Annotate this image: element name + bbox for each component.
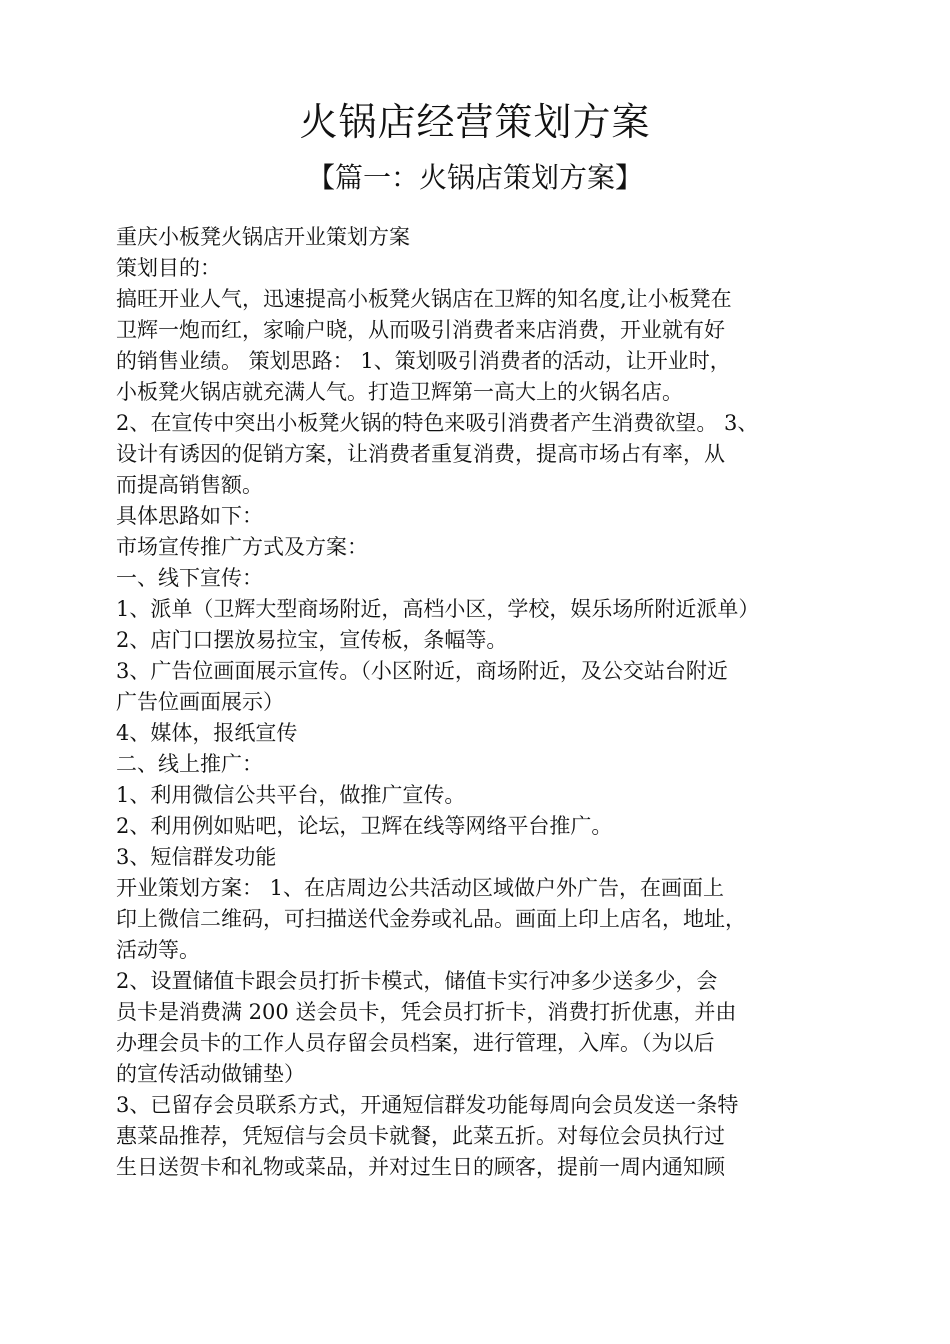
body-line: 生日送贺卡和礼物或菜品，并对过生日的顾客，提前一周内通知顾 xyxy=(116,1155,725,1179)
body-line: 办理会员卡的工作人员存留会员档案，进行管理，入库。（为以后 xyxy=(116,1031,715,1055)
document-title: 火锅店经营策划方案 xyxy=(299,100,651,144)
body-line: 2、店门口摆放易拉宝，宣传板，条幅等。 xyxy=(116,628,508,652)
body-line: 3、广告位画面展示宣传。（小区附近，商场附近，及公交站台附近 xyxy=(116,659,728,683)
body-line: 的宣传活动做铺垫） xyxy=(116,1062,305,1086)
body-line: 一、线下宣传： xyxy=(116,566,263,590)
document-body xyxy=(116,222,856,1183)
body-line: 搞旺开业人气，迅速提高小板凳火锅店在卫辉的知名度,让小板凳在 xyxy=(116,287,732,311)
body-line: 惠菜品推荐，凭短信与会员卡就餐，此菜五折。对每位会员执行过 xyxy=(116,1124,725,1148)
body-line: 小板凳火锅店就充满人气。打造卫辉第一高大上的火锅名店。 xyxy=(116,380,683,404)
body-line: 二、线上推广： xyxy=(116,752,263,776)
body-line: 3、短信群发功能 xyxy=(116,845,277,869)
body-line: 1、利用微信公共平台，做推广宣传。 xyxy=(116,783,466,807)
body-line: 卫辉一炮而红，家喻户晓，从而吸引消费者来店消费，开业就有好 xyxy=(116,318,725,342)
body-line: 3、已留存会员联系方式，开通短信群发功能每周向会员发送一条特 xyxy=(116,1093,739,1117)
body-line: 设计有诱因的促销方案，让消费者重复消费，提高市场占有率，从 xyxy=(116,442,725,466)
body-line: 重庆小板凳火锅店开业策划方案 xyxy=(116,225,410,249)
body-line: 印上微信二维码，可扫描送代金券或礼品。画面上印上店名，地址， xyxy=(116,907,746,931)
body-line: 的销售业绩。 策划思路： 1、策划吸引消费者的活动，让开业时， xyxy=(116,349,731,373)
body-line: 活动等。 xyxy=(116,938,200,962)
body-line: 2、设置储值卡跟会员打折卡模式，储值卡实行冲多少送多少，会 xyxy=(116,969,718,993)
body-line: 市场宣传推广方式及方案： xyxy=(116,535,368,559)
body-line: 4、媒体，报纸宣传 xyxy=(116,721,298,745)
body-line: 策划目的： xyxy=(116,256,221,280)
body-line: 1、派单（卫辉大型商场附近，高档小区，学校，娱乐场所附近派单） xyxy=(116,597,760,621)
body-line: 员卡是消费满 200 送会员卡，凭会员打折卡，消费打折优惠，并由 xyxy=(116,1000,737,1024)
body-line: 开业策划方案： 1、在店周边公共活动区域做户外广告，在画面上 xyxy=(116,876,725,900)
body-line: 具体思路如下： xyxy=(116,504,263,528)
document-subtitle: 【篇一：火锅店策划方案】 xyxy=(306,161,643,194)
body-line: 2、在宣传中突出小板凳火锅的特色来吸引消费者产生消费欲望。 3、 xyxy=(116,411,759,435)
body-line: 广告位画面展示） xyxy=(116,690,284,714)
body-line: 2、利用例如贴吧，论坛，卫辉在线等网络平台推广。 xyxy=(116,814,613,838)
body-line: 而提高销售额。 xyxy=(116,473,263,497)
